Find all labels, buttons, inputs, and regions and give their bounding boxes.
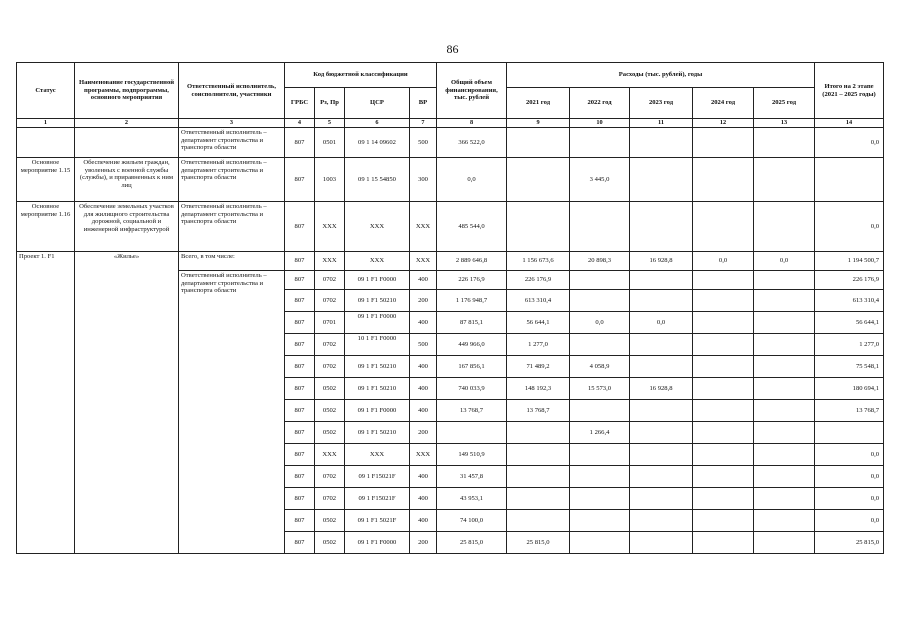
column-number: 7 — [410, 119, 437, 128]
y2022-cell — [570, 510, 630, 532]
csr-cell: 09 1 F15021F — [345, 488, 410, 510]
y2021-cell — [507, 128, 570, 158]
y2025-cell — [754, 202, 815, 252]
y2021-cell — [507, 510, 570, 532]
rzpr-cell: 0701 — [315, 312, 345, 334]
rzpr-cell: 0702 — [315, 334, 345, 356]
rzpr-cell: 0502 — [315, 532, 345, 554]
y2025-cell — [754, 510, 815, 532]
y2025-cell — [754, 290, 815, 312]
y2022-cell: 4 058,9 — [570, 356, 630, 378]
y2023-cell: 0,0 — [630, 312, 693, 334]
rzpr-cell: 1003 — [315, 158, 345, 202]
vr-cell: 300 — [410, 158, 437, 202]
y2024-cell — [693, 422, 754, 444]
y2021-cell — [507, 422, 570, 444]
vr-cell: 200 — [410, 290, 437, 312]
grbs-cell: 807 — [285, 422, 315, 444]
itogo-cell: 0,0 — [815, 202, 884, 252]
total-label-cell: Всего, в том числе: — [179, 252, 285, 271]
total-cell: 366 522,0 — [437, 128, 507, 158]
grbs-cell: 807 — [285, 378, 315, 400]
rzpr-cell: 0502 — [315, 400, 345, 422]
column-number: 13 — [754, 119, 815, 128]
vr-cell: 500 — [410, 128, 437, 158]
y2021-cell: 148 192,3 — [507, 378, 570, 400]
itogo-cell — [815, 158, 884, 202]
vr-cell: 400 — [410, 510, 437, 532]
column-number: 12 — [693, 119, 754, 128]
y2025-cell — [754, 334, 815, 356]
y2023-cell: 16 928,8 — [630, 252, 693, 271]
column-number: 3 — [179, 119, 285, 128]
grbs-cell: 807 — [285, 356, 315, 378]
itogo-cell: 1 194 500,7 — [815, 252, 884, 271]
header-2024: 2024 год — [693, 88, 754, 119]
itogo-cell: 13 768,7 — [815, 400, 884, 422]
total-cell: 449 966,0 — [437, 334, 507, 356]
grbs-cell: 807 — [285, 400, 315, 422]
header-2025: 2025 год — [754, 88, 815, 119]
header-vr: ВР — [410, 88, 437, 119]
y2022-cell: 15 573,0 — [570, 378, 630, 400]
header-name: Наименование государственной программы, подпрограммы, основного мероприятия — [75, 63, 179, 119]
itogo-cell: 0,0 — [815, 510, 884, 532]
header-budget-code: Код бюджетной классификации — [285, 63, 437, 88]
y2025-cell — [754, 532, 815, 554]
y2024-cell — [693, 202, 754, 252]
y2021-cell — [507, 466, 570, 488]
column-number: 11 — [630, 119, 693, 128]
rzpr-cell: 0702 — [315, 356, 345, 378]
rzpr-cell: 0502 — [315, 422, 345, 444]
status-cell: Основное мероприятие 1.15 — [17, 158, 75, 202]
name-cell: Обеспечение жильем граждан, уволенных с военной службы (службы), и приравненных к ним лиц — [75, 158, 179, 202]
y2024-cell — [693, 510, 754, 532]
csr-cell: 09 1 F1 50210 — [345, 422, 410, 444]
table-row — [17, 202, 884, 252]
header-stage-total: Итого на 2 этапе (2021 – 2025 годы) — [815, 63, 884, 119]
y2021-cell: 13 768,7 — [507, 400, 570, 422]
total-cell: 226 176,9 — [437, 271, 507, 290]
y2021-cell — [507, 444, 570, 466]
y2023-cell — [630, 334, 693, 356]
y2024-cell — [693, 290, 754, 312]
total-cell: 1 176 948,7 — [437, 290, 507, 312]
header-expenses: Расходы (тыс. рублей), годы — [507, 63, 815, 88]
itogo-cell: 56 644,1 — [815, 312, 884, 334]
itogo-cell: 0,0 — [815, 466, 884, 488]
y2024-cell — [693, 400, 754, 422]
y2021-cell: 226 176,9 — [507, 271, 570, 290]
y2022-cell: 1 266,4 — [570, 422, 630, 444]
y2021-cell — [507, 202, 570, 252]
budget-table — [16, 62, 884, 554]
grbs-cell: 807 — [285, 532, 315, 554]
y2021-cell: 71 489,2 — [507, 356, 570, 378]
responsible-cell: Ответственный исполнитель – департамент строительства и транспорта области — [179, 202, 285, 252]
rzpr-cell: 0702 — [315, 271, 345, 290]
total-cell: 31 457,8 — [437, 466, 507, 488]
csr-cell: 09 1 F15021F — [345, 466, 410, 488]
y2022-cell: 0,0 — [570, 312, 630, 334]
grbs-cell: 807 — [285, 271, 315, 290]
itogo-cell: 613 310,4 — [815, 290, 884, 312]
column-number: 4 — [285, 119, 315, 128]
csr-cell: 09 1 F1 50210 — [345, 378, 410, 400]
y2022-cell: 3 445,0 — [570, 158, 630, 202]
table-row — [17, 158, 884, 202]
y2021-cell: 1 277,0 — [507, 334, 570, 356]
header-2022: 2022 год — [570, 88, 630, 119]
y2022-cell — [570, 271, 630, 290]
y2022-cell — [570, 334, 630, 356]
header-status: Статус — [17, 63, 75, 119]
status-cell: Основное мероприятие 1.16 — [17, 202, 75, 252]
name-cell: Обеспечение земельных участков для жилищного строительства дорожной, социальной и инженерной инфраструктурой — [75, 202, 179, 252]
responsible-cell: Ответственный исполнитель – департамент строительства и транспорта области — [179, 158, 285, 202]
y2023-cell — [630, 128, 693, 158]
y2022-cell — [570, 532, 630, 554]
responsible-cell: Ответственный исполнитель – департамент строительства и транспорта области — [179, 128, 285, 158]
y2022-cell — [570, 290, 630, 312]
y2023-cell — [630, 510, 693, 532]
y2023-cell — [630, 356, 693, 378]
y2023-cell — [630, 290, 693, 312]
y2025-cell — [754, 128, 815, 158]
vr-cell: 200 — [410, 532, 437, 554]
y2025-cell — [754, 158, 815, 202]
y2022-cell — [570, 444, 630, 466]
header-2021: 2021 год — [507, 88, 570, 119]
csr-cell: 09 1 F1 5021F — [345, 510, 410, 532]
y2023-cell — [630, 271, 693, 290]
grbs-cell: 807 — [285, 510, 315, 532]
y2025-cell — [754, 378, 815, 400]
y2024-cell — [693, 128, 754, 158]
vr-cell: 400 — [410, 312, 437, 334]
grbs-cell: 807 — [285, 488, 315, 510]
y2025-cell — [754, 422, 815, 444]
responsible-cell: Ответственный исполнитель – департамент строительства и транспорта области — [179, 271, 285, 554]
itogo-cell — [815, 422, 884, 444]
vr-cell: 400 — [410, 466, 437, 488]
rzpr-cell: 0702 — [315, 488, 345, 510]
y2024-cell — [693, 444, 754, 466]
csr-cell: ХХХ — [345, 202, 410, 252]
itogo-cell: 75 548,1 — [815, 356, 884, 378]
grbs-cell: 807 — [285, 202, 315, 252]
y2024-cell — [693, 158, 754, 202]
grbs-cell: 807 — [285, 290, 315, 312]
y2022-cell: 20 898,3 — [570, 252, 630, 271]
rzpr-cell: 0502 — [315, 378, 345, 400]
rzpr-cell: 0502 — [315, 510, 345, 532]
csr-cell: 09 1 F1 50210 — [345, 356, 410, 378]
column-number: 6 — [345, 119, 410, 128]
total-cell: 25 815,0 — [437, 532, 507, 554]
vr-cell: 400 — [410, 378, 437, 400]
y2025-cell — [754, 488, 815, 510]
csr-cell: 09 1 15 54850 — [345, 158, 410, 202]
itogo-cell: 0,0 — [815, 444, 884, 466]
y2025-cell — [754, 400, 815, 422]
vr-cell: 500 — [410, 334, 437, 356]
total-cell: 2 889 646,8 — [437, 252, 507, 271]
grbs-cell: 807 — [285, 128, 315, 158]
y2021-cell — [507, 488, 570, 510]
name-cell — [75, 128, 179, 158]
itogo-cell: 0,0 — [815, 488, 884, 510]
y2022-cell — [570, 128, 630, 158]
grbs-cell: 807 — [285, 444, 315, 466]
total-cell — [437, 422, 507, 444]
y2024-cell — [693, 312, 754, 334]
total-cell: 740 033,9 — [437, 378, 507, 400]
column-number: 8 — [437, 119, 507, 128]
column-number: 1 — [17, 119, 75, 128]
y2021-cell: 25 815,0 — [507, 532, 570, 554]
itogo-cell: 0,0 — [815, 128, 884, 158]
y2021-cell: 613 310,4 — [507, 290, 570, 312]
csr-cell: 09 1 F1 F0000 — [345, 312, 410, 334]
name-cell: «Жилье» — [75, 252, 179, 554]
y2024-cell — [693, 466, 754, 488]
grbs-cell: 807 — [285, 158, 315, 202]
column-number: 9 — [507, 119, 570, 128]
y2023-cell — [630, 466, 693, 488]
y2025-cell — [754, 466, 815, 488]
y2023-cell — [630, 400, 693, 422]
vr-cell: 400 — [410, 488, 437, 510]
y2023-cell — [630, 202, 693, 252]
grbs-cell: 807 — [285, 312, 315, 334]
y2023-cell — [630, 444, 693, 466]
rzpr-cell: 0501 — [315, 128, 345, 158]
y2021-cell — [507, 158, 570, 202]
y2021-cell: 1 156 673,6 — [507, 252, 570, 271]
y2022-cell — [570, 400, 630, 422]
csr-cell: 09 1 F1 F0000 — [345, 532, 410, 554]
y2022-cell — [570, 488, 630, 510]
total-cell: 74 100,0 — [437, 510, 507, 532]
y2023-cell — [630, 422, 693, 444]
vr-cell: ХХХ — [410, 252, 437, 271]
itogo-cell: 180 694,1 — [815, 378, 884, 400]
grbs-cell: 807 — [285, 252, 315, 271]
y2022-cell — [570, 202, 630, 252]
y2023-cell — [630, 158, 693, 202]
itogo-cell: 226 176,9 — [815, 271, 884, 290]
rzpr-cell: ХХХ — [315, 444, 345, 466]
total-cell: 485 544,0 — [437, 202, 507, 252]
y2021-cell: 56 644,1 — [507, 312, 570, 334]
total-cell: 0,0 — [437, 158, 507, 202]
total-cell: 43 953,1 — [437, 488, 507, 510]
vr-cell: ХХХ — [410, 202, 437, 252]
y2024-cell — [693, 488, 754, 510]
table-row — [17, 128, 884, 158]
grbs-cell: 807 — [285, 466, 315, 488]
header-responsible: Ответственный исполнитель, соисполнители, участники — [179, 63, 285, 119]
csr-cell: 09 1 F1 F0000 — [345, 400, 410, 422]
y2023-cell — [630, 488, 693, 510]
page-number: 86 — [446, 42, 459, 56]
header-total-volume: Общий объем финансирования, тыс. рублей — [437, 63, 507, 119]
table-row — [17, 252, 884, 271]
vr-cell: 200 — [410, 422, 437, 444]
header-grbs: ГРБС — [285, 88, 315, 119]
vr-cell: 400 — [410, 271, 437, 290]
total-cell: 87 815,1 — [437, 312, 507, 334]
y2025-cell: 0,0 — [754, 252, 815, 271]
csr-cell: 09 1 F1 F0000 — [345, 271, 410, 290]
y2024-cell — [693, 356, 754, 378]
rzpr-cell: ХХХ — [315, 252, 345, 271]
total-cell: 149 510,9 — [437, 444, 507, 466]
y2024-cell: 0,0 — [693, 252, 754, 271]
rzpr-cell: ХХХ — [315, 202, 345, 252]
header-csr: ЦСР — [345, 88, 410, 119]
status-cell — [17, 128, 75, 158]
y2024-cell — [693, 378, 754, 400]
column-number: 5 — [315, 119, 345, 128]
csr-cell: 09 1 14 09602 — [345, 128, 410, 158]
y2025-cell — [754, 312, 815, 334]
total-cell: 13 768,7 — [437, 400, 507, 422]
grbs-cell: 807 — [285, 334, 315, 356]
status-cell: Проект 1. F1 — [17, 252, 75, 554]
y2025-cell — [754, 356, 815, 378]
y2024-cell — [693, 271, 754, 290]
y2025-cell — [754, 271, 815, 290]
itogo-cell: 1 277,0 — [815, 334, 884, 356]
csr-cell: ХХХ — [345, 444, 410, 466]
total-cell: 167 856,1 — [437, 356, 507, 378]
header-rzpr: Рз, Пр — [315, 88, 345, 119]
y2025-cell — [754, 444, 815, 466]
csr-cell: 09 1 F1 50210 — [345, 290, 410, 312]
y2022-cell — [570, 466, 630, 488]
csr-cell: 10 1 F1 F0000 — [345, 334, 410, 356]
column-number: 10 — [570, 119, 630, 128]
itogo-cell: 25 815,0 — [815, 532, 884, 554]
vr-cell: ХХХ — [410, 444, 437, 466]
y2024-cell — [693, 532, 754, 554]
rzpr-cell: 0702 — [315, 290, 345, 312]
vr-cell: 400 — [410, 400, 437, 422]
rzpr-cell: 0702 — [315, 466, 345, 488]
y2023-cell: 16 928,8 — [630, 378, 693, 400]
y2023-cell — [630, 532, 693, 554]
header-2023: 2023 год — [630, 88, 693, 119]
vr-cell: 400 — [410, 356, 437, 378]
csr-cell: ХХХ — [345, 252, 410, 271]
column-number: 2 — [75, 119, 179, 128]
y2024-cell — [693, 334, 754, 356]
column-number: 14 — [815, 119, 884, 128]
